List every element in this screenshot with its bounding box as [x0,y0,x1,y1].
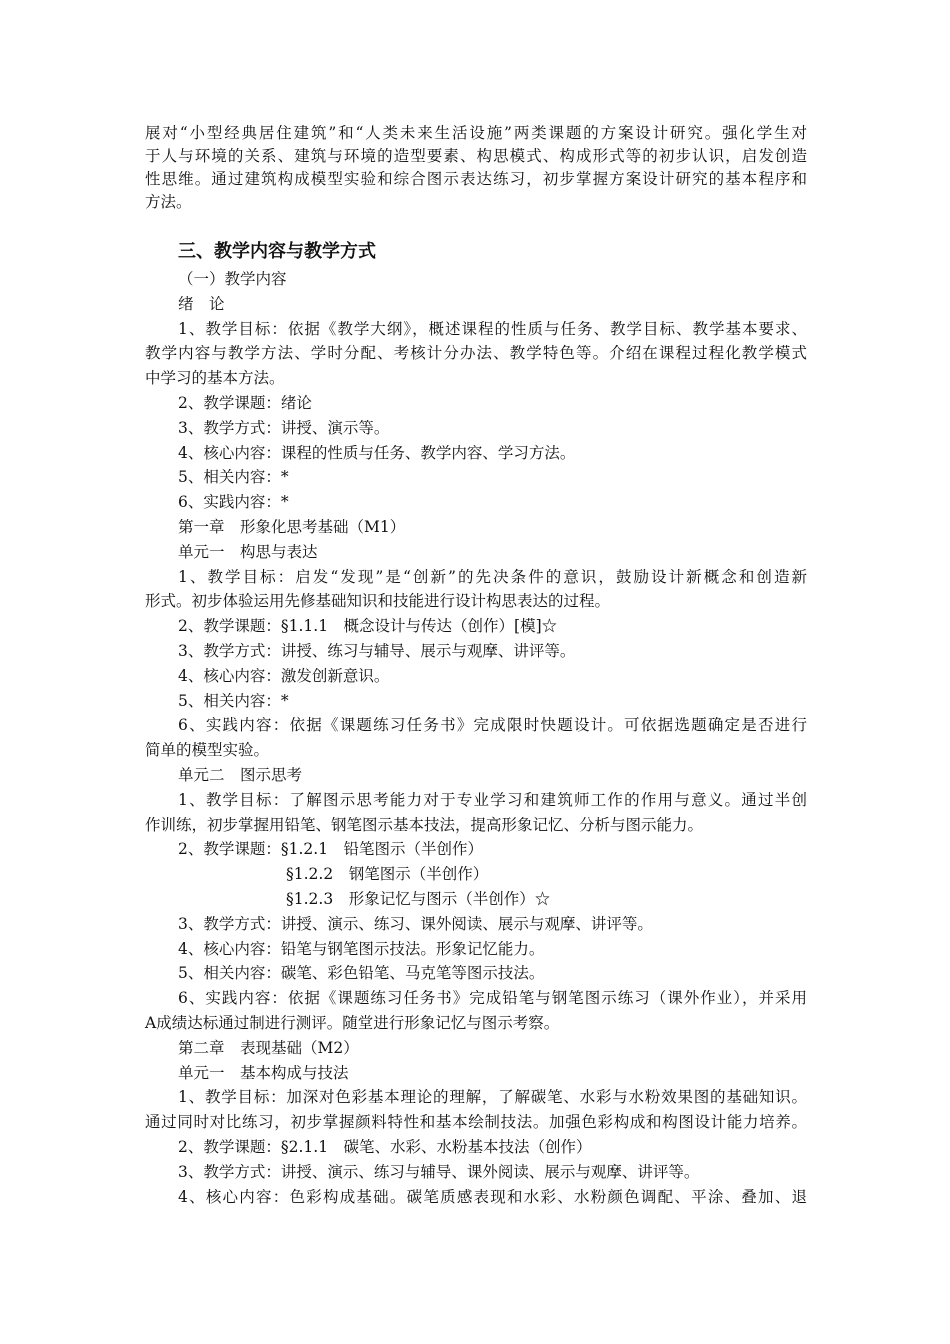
text-line: §1.2.2 钢笔图示（半创作） [286,865,489,883]
text-line: §1.2.3 形象记忆与图示（半创作）☆ [286,890,551,908]
text-line: 4、核心内容：铅笔与钢笔图示技法。形象记忆能力。 [178,940,545,958]
text-line: 4、核心内容：课程的性质与任务、教学内容、学习方法。 [178,444,576,462]
text-line: 第一章 形象化思考基础（M1） [178,518,406,536]
text-line: 1、教学目标：了解图示思考能力对于专业学习和建筑师工作的作用与意义。通过半创 [178,791,807,809]
text-line: 通过同时对比练习，初步掌握颜料特性和基本绘制技法。加强色彩构成和构图设计能力培养。 [145,1113,807,1131]
text-line: 第二章 表现基础（M2） [178,1039,359,1057]
text-line: 2、教学课题：§1.1.1 概念设计与传达（创作）[模]☆ [178,617,558,635]
paragraph-line: 方法。 [145,193,192,211]
paragraph-line: 于人与环境的关系、建筑与环境的造型要素、构思模式、构成形式等的初步认识，启发创造 [145,147,807,165]
text-line: 1、教学目标：启发“发现”是“创新”的先决条件的意识，鼓励设计新概念和创造新 [178,568,807,586]
text-line: 作训练，初步掌握用铅笔、钢笔图示基本技法，提高形象记忆、分析与图示能力。 [145,816,704,834]
text-line: 1、教学目标：依据《教学大纲》，概述课程的性质与任务、教学目标、教学基本要求、 [178,320,807,338]
text-line: 6、实践内容：* [178,493,289,511]
text-line: 2、教学课题：绪论 [178,394,312,412]
text-line: 2、教学课题：§1.2.1 铅笔图示（半创作） [178,840,484,858]
paragraph-line: 展对“小型经典居住建筑”和“人类未来生活设施”两类课题的方案设计研究。强化学生对 [145,124,807,142]
text-line: 中学习的基本方法。 [145,369,285,387]
text-line: 2、教学课题：§2.1.1 碳笔、水彩、水粉基本技法（创作） [178,1138,592,1156]
text-line: 3、教学方式：讲授、演示、练习、课外阅读、展示与观摩、讲评等。 [178,915,653,933]
text-line: 3、教学方式：讲授、练习与辅导、展示与观摩、讲评等。 [178,642,576,660]
text-line: 简单的模型实验。 [145,741,270,759]
text-line: 绪 论 [178,295,225,313]
text-line: 1、教学目标：加深对色彩基本理论的理解，了解碳笔、水彩与水粉效果图的基础知识。 [178,1088,807,1106]
section-heading: 三、教学内容与教学方式 [178,241,376,262]
text-line: 4、核心内容：激发创新意识。 [178,667,390,685]
text-line: 教学内容与教学方法、学时分配、考核计分办法、教学特色等。介绍在课程过程化教学模式 [145,344,807,362]
text-line: 单元一 构思与表达 [178,543,318,561]
text-line: 4、核心内容：色彩构成基础。碳笔质感表现和水彩、水粉颜色调配、平涂、叠加、退 [178,1188,807,1206]
text-line: 6、实践内容：依据《课题练习任务书》完成限时快题设计。可依据选题确定是否进行 [178,716,807,734]
text-line: 5、相关内容：* [178,468,289,486]
paragraph-line: 性思维。通过建筑构成模型实验和综合图示表达练习，初步掌握方案设计研究的基本程序和 [145,170,807,188]
text-line: 5、相关内容：* [178,692,289,710]
text-line: 6、实践内容：依据《课题练习任务书》完成铅笔与钢笔图示练习（课外作业），并采用 [178,989,807,1007]
text-line: （一）教学内容 [178,270,287,288]
text-line: 3、教学方式：讲授、演示等。 [178,419,390,437]
text-line: 3、教学方式：讲授、演示、练习与辅导、课外阅读、展示与观摩、讲评等。 [178,1163,700,1181]
text-line: 5、相关内容：碳笔、彩色铅笔、马克笔等图示技法。 [178,964,545,982]
text-line: 单元一 基本构成与技法 [178,1064,349,1082]
text-line: 形式。初步体验运用先修基础知识和技能进行设计构思表达的过程。 [145,592,611,610]
text-line: 单元二 图示思考 [178,766,303,784]
text-line: A成绩达标通过制进行测评。随堂进行形象记忆与图示考察。 [145,1014,560,1032]
